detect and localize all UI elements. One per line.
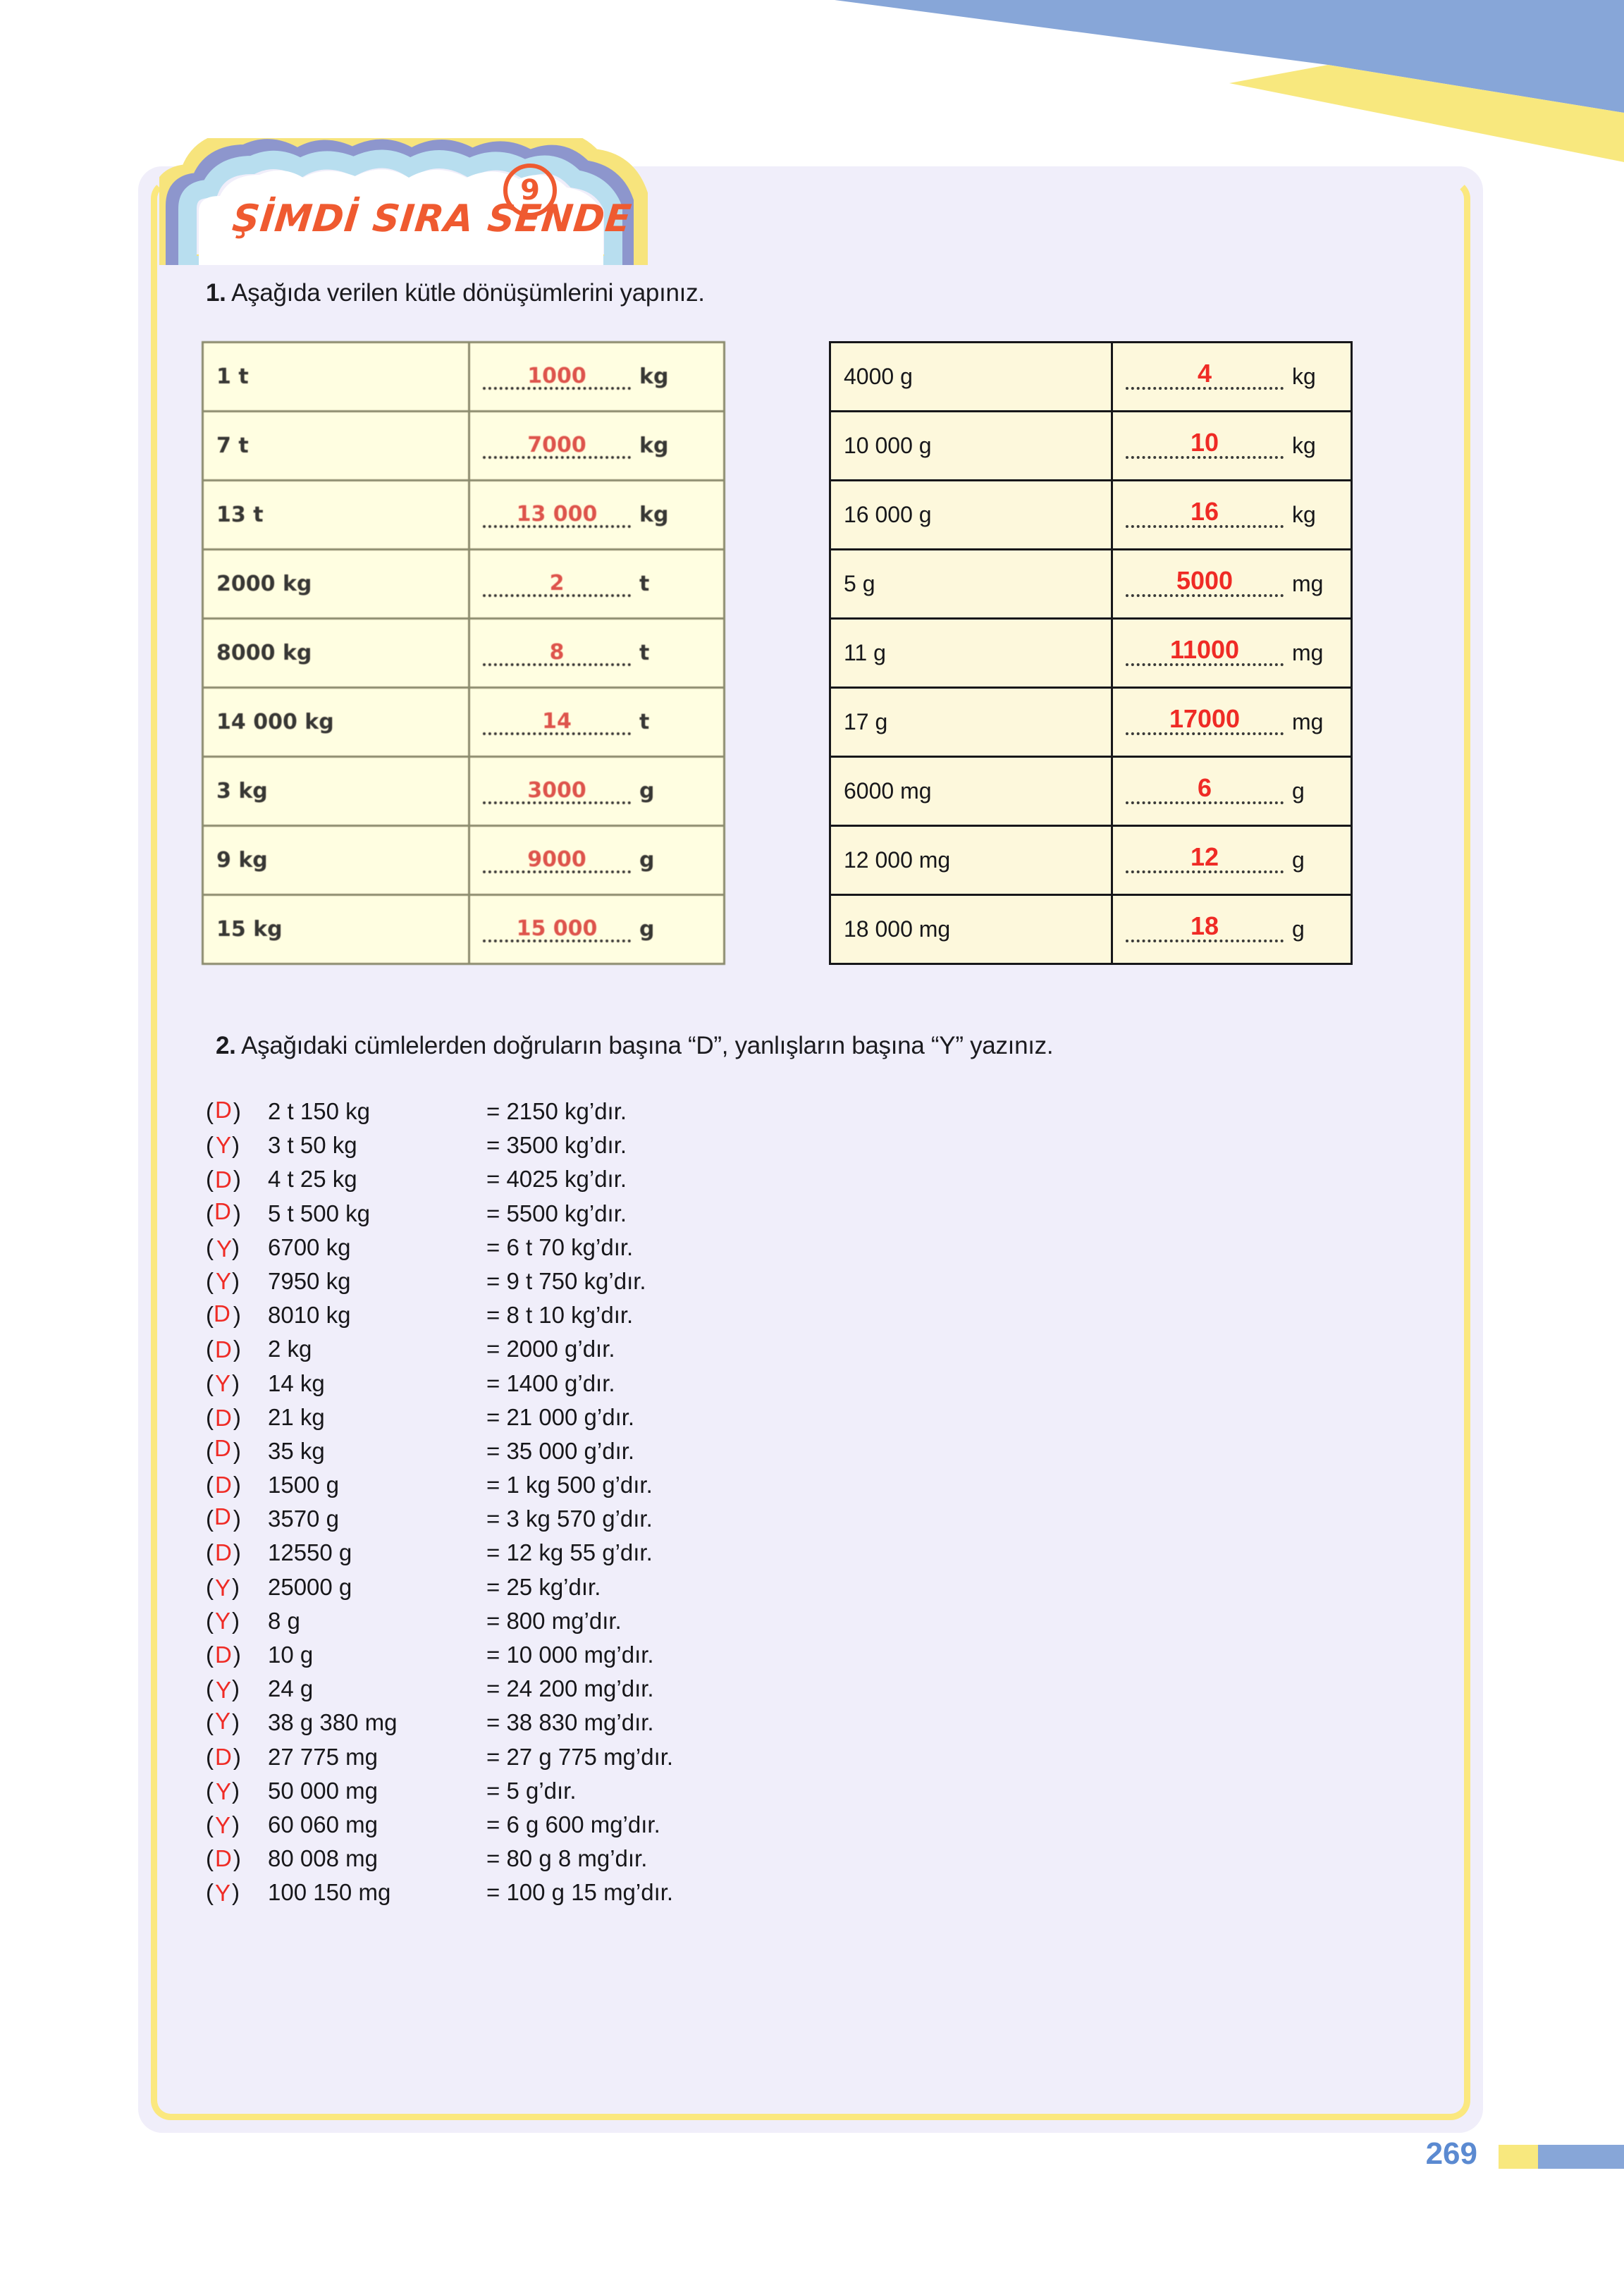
statement-answer-mark[interactable] [206,1744,268,1771]
paren-open: ( [206,1709,214,1736]
statement-answer-mark[interactable] [206,1879,268,1906]
statement-right-value: = 2150 kg’dır. [486,1098,627,1124]
footer-swatch-yellow [1499,2145,1538,2169]
mark-letter: D [214,1198,231,1224]
answer-blank[interactable] [1126,425,1284,467]
statement-row [206,1234,673,1268]
statement-row [206,1166,673,1200]
conversion-table-left [202,341,725,965]
unit-label: kg [639,364,669,389]
unit-label: kg [639,433,669,458]
conversion-answer-cell [469,481,725,550]
statement-left-value: 4 t 25 kg [268,1166,357,1193]
conversion-source: 13 t [203,481,469,550]
footer-swatch-blue [1538,2145,1624,2169]
statement-left-value: 3570 g [268,1506,339,1532]
statement-right-value: = 24 200 mg’dır. [486,1675,654,1702]
table-row [203,412,725,481]
answer-blank[interactable] [483,909,631,951]
unit-label: mg [1292,571,1324,596]
statement-right-value: = 9 t 750 kg’dır. [486,1267,646,1294]
statement-left-value: 2 t 150 kg [268,1098,370,1124]
conversion-table-right [829,341,1353,965]
conversion-source: 15 kg [203,895,469,964]
answer-blank[interactable] [1126,494,1284,536]
statement-right-value: = 1400 g’dır. [486,1369,615,1396]
mark-letter: D [215,1336,232,1363]
answer-value: 8 [549,639,565,665]
paren-open: ( [206,1233,214,1260]
paren-open: ( [206,1845,214,1872]
mark-letter: D [215,1845,232,1872]
paren-open: ( [206,1200,214,1226]
table-row [830,688,1352,757]
mark-letter: Y [216,1677,232,1704]
conversion-answer-cell [469,895,725,964]
statement-row [206,1608,673,1642]
conversion-answer-cell [469,343,725,412]
mark-letter: Y [216,1132,232,1159]
conversion-answer-cell [469,619,725,688]
statement-answer-mark[interactable] [206,1642,268,1668]
conversion-source: 11 g [830,619,1112,688]
paren-close: ) [233,1336,241,1362]
mark-letter: D [215,1166,232,1193]
table-row [203,619,725,688]
paren-open: ( [206,1098,214,1124]
answer-value: 5000 [1176,565,1234,595]
question-2-heading [216,1032,1053,1060]
unit-label: kg [1292,364,1316,389]
paren-close: ) [233,1200,241,1226]
paren-close: ) [232,1709,240,1736]
paren-close: ) [233,1403,241,1430]
statement-answer-mark[interactable] [206,1234,268,1261]
statement-right-value: = 6 g 600 mg’dır. [486,1811,660,1837]
conversion-source: 4000 g [830,343,1112,412]
paren-close: ) [232,1607,240,1634]
statement-answer-mark[interactable] [206,1503,268,1532]
mark-letter: D [215,1539,232,1566]
conversion-answer-cell [1112,481,1352,550]
statement-left-value: 25000 g [268,1573,352,1600]
mark-letter: Y [215,1607,231,1634]
answer-blank[interactable] [483,425,631,467]
statement-right-value: = 21 000 g’dır. [486,1403,635,1430]
paren-close: ) [232,1573,240,1600]
statement-answer-mark[interactable] [206,1404,268,1431]
statement-answer-mark[interactable] [206,1811,268,1838]
answer-blank[interactable] [483,356,631,398]
table-row [830,343,1352,412]
conversion-answer-cell [469,412,725,481]
mark-letter: D [215,1743,232,1770]
statement-left-value: 12550 g [268,1539,352,1566]
statement-left-value: 6700 kg [268,1233,351,1260]
answer-value: 7000 [527,432,586,457]
conversion-source: 7 t [203,412,469,481]
paren-close: ) [233,1098,241,1124]
mark-letter: Y [216,1267,232,1294]
statement-row [206,1675,673,1709]
answer-value: 10 [1190,427,1219,457]
answer-blank[interactable] [1126,770,1284,813]
unit-label: mg [1292,640,1324,665]
paren-close: ) [233,1302,241,1329]
mark-letter: Y [216,1235,233,1262]
paren-close: ) [232,1369,240,1396]
conversion-source: 9 kg [203,826,469,895]
statement-row [206,1539,673,1573]
paren-open: ( [206,1642,214,1668]
statement-right-value: = 1 kg 500 g’dır. [486,1472,653,1498]
answer-value: 12 [1190,842,1219,871]
conversion-source: 18 000 mg [830,895,1112,964]
question-1-number: 1. [206,279,226,307]
answer-blank[interactable] [1126,632,1284,675]
conversion-answer-cell [1112,619,1352,688]
statement-left-value: 50 000 mg [268,1777,378,1804]
conversion-answer-cell [469,688,725,757]
question-1-heading [206,279,705,307]
statement-list [206,1098,673,1914]
answer-blank[interactable] [483,701,631,744]
conversion-source: 12 000 mg [830,826,1112,895]
mark-letter: Y [215,1708,231,1735]
statement-left-value: 35 kg [268,1437,325,1464]
statement-right-value: = 100 g 15 mg’dır. [486,1879,674,1906]
statement-answer-mark[interactable] [206,1574,268,1601]
unit-label: g [1292,847,1305,873]
table-row [203,343,725,412]
table-row [830,550,1352,619]
statement-row [206,1336,673,1369]
statement-left-value: 8010 kg [268,1302,351,1329]
mark-letter: D [215,1097,232,1123]
conversion-answer-cell [469,757,725,826]
statement-right-value: = 35 000 g’dır. [486,1437,635,1464]
statement-row [206,1472,673,1506]
mark-letter: D [214,1434,231,1461]
statement-right-value: = 5500 kg’dır. [486,1200,627,1226]
statement-left-value: 3 t 50 kg [268,1132,357,1159]
conversion-answer-cell [469,826,725,895]
statement-left-value: 38 g 380 mg [268,1709,398,1736]
paren-close: ) [232,1132,240,1159]
statement-row [206,1709,673,1743]
answer-blank[interactable] [1126,909,1284,951]
conversion-source: 3 kg [203,757,469,826]
statement-row [206,1370,673,1404]
statement-left-value: 60 060 mg [268,1811,378,1837]
table-row [830,481,1352,550]
paren-close: ) [232,1233,240,1260]
paren-open: ( [206,1437,214,1464]
answer-value: 11000 [1169,634,1240,664]
answer-value: 4 [1197,358,1212,388]
paren-open: ( [206,1132,214,1159]
answer-blank[interactable] [483,494,631,536]
statement-left-value: 8 g [268,1607,300,1634]
conversion-source: 10 000 g [830,412,1112,481]
table-row [830,826,1352,895]
statement-row [206,1811,673,1845]
statement-right-value: = 3 kg 570 g’dır. [486,1506,653,1532]
statement-answer-mark[interactable] [206,1608,268,1635]
paren-close: ) [233,1539,241,1566]
answer-value: 9000 [527,847,586,872]
mark-letter: Y [215,1811,231,1838]
statement-row [206,1268,673,1302]
answer-blank[interactable] [1126,701,1284,744]
paren-open: ( [206,1506,214,1532]
paren-open: ( [206,1573,214,1600]
conversion-source: 2000 kg [203,550,469,619]
table-row [203,688,725,757]
paren-close: ) [233,1166,241,1193]
paren-open: ( [206,1539,214,1566]
statement-answer-mark[interactable] [206,1302,268,1329]
mark-letter: D [214,1300,230,1327]
statement-right-value: = 25 kg’dır. [486,1573,601,1600]
question-2-number: 2. [216,1032,236,1059]
unit-label: g [1292,916,1305,942]
table-row [203,895,725,964]
statement-row [206,1744,673,1778]
mark-letter: Y [215,1369,231,1396]
conversion-answer-cell [1112,343,1352,412]
statement-row [206,1845,673,1879]
statement-answer-mark[interactable] [206,1472,268,1498]
paren-open: ( [206,1472,214,1498]
statement-answer-mark[interactable] [206,1434,268,1465]
statement-right-value: = 800 mg’dır. [486,1607,622,1634]
paren-close: ) [232,1811,240,1837]
unit-label: kg [639,503,669,527]
unit-label: g [639,917,655,942]
conversion-answer-cell [1112,412,1352,481]
statement-left-value: 24 g [268,1675,314,1702]
statement-right-value: = 2000 g’dır. [486,1336,615,1362]
answer-blank[interactable] [483,563,631,605]
conversion-source: 17 g [830,688,1112,757]
paren-open: ( [206,1811,214,1837]
conversion-source: 8000 kg [203,619,469,688]
paren-open: ( [206,1166,214,1193]
statement-right-value: = 4025 kg’dır. [486,1166,627,1193]
statement-left-value: 2 kg [268,1336,312,1362]
paren-open: ( [206,1879,214,1906]
statement-left-value: 7950 kg [268,1267,351,1294]
statement-left-value: 1500 g [268,1472,339,1498]
paren-close: ) [233,1506,241,1532]
statement-left-value: 27 775 mg [268,1743,378,1770]
conversion-source: 16 000 g [830,481,1112,550]
statement-right-value: = 3500 kg’dır. [486,1132,627,1159]
question-1-text: Aşağıda verilen kütle dönüşümlerini yapınız. [231,279,705,307]
unit-label: kg [1292,502,1316,527]
table-row [203,550,725,619]
statement-answer-mark[interactable] [206,1675,268,1702]
mark-letter: D [215,1472,232,1498]
paren-close: ) [233,1437,241,1464]
paren-open: ( [206,1607,214,1634]
statement-right-value: = 80 g 8 mg’dır. [486,1845,648,1872]
statement-left-value: 21 kg [268,1403,325,1430]
mark-letter: Y [216,1778,232,1804]
statement-row [206,1200,673,1234]
table-row [203,826,725,895]
table-row [203,481,725,550]
statement-answer-mark[interactable] [206,1336,268,1362]
paren-close: ) [233,1845,241,1872]
paren-close: ) [233,1642,241,1668]
answer-value: 13 000 [516,501,598,527]
table-row [830,412,1352,481]
conversion-answer-cell [1112,688,1352,757]
statement-right-value: = 12 kg 55 g’dır. [486,1539,653,1566]
paren-close: ) [233,1743,241,1770]
statement-row [206,1302,673,1336]
statement-answer-mark[interactable] [206,1709,268,1736]
conversion-answer-cell [1112,895,1352,964]
paren-close: ) [232,1777,240,1804]
answer-value: 18 [1190,911,1219,940]
paren-open: ( [206,1369,214,1396]
answer-value: 1000 [527,363,586,388]
unit-label: g [639,779,655,804]
statement-left-value: 14 kg [268,1369,325,1396]
paren-open: ( [206,1777,214,1804]
banner-title: ŞİMDİ SIRA SENDE [230,197,634,240]
statement-row [206,1642,673,1675]
table-row [830,895,1352,964]
statement-right-value: = 38 830 mg’dır. [486,1709,654,1736]
unit-label: t [639,572,650,596]
statement-left-value: 10 g [268,1642,314,1668]
statement-answer-mark[interactable] [206,1166,268,1193]
statement-answer-mark[interactable] [206,1370,268,1397]
conversion-source: 1 t [203,343,469,412]
answer-blank[interactable] [483,770,631,813]
statement-row [206,1098,673,1132]
mark-letter: D [215,1642,232,1668]
statement-answer-mark[interactable] [206,1539,268,1566]
paren-open: ( [206,1675,214,1702]
answer-value: 15 000 [516,916,598,941]
statement-row [206,1132,673,1166]
mark-letter: D [215,1404,232,1431]
statement-left-value: 5 t 500 kg [268,1200,370,1226]
paren-close: ) [232,1879,240,1906]
statement-right-value: = 6 t 70 kg’dır. [486,1233,634,1260]
table-row [830,757,1352,826]
conversion-source: 5 g [830,550,1112,619]
statement-row [206,1778,673,1811]
conversion-answer-cell [1112,757,1352,826]
paren-open: ( [206,1336,214,1362]
answer-blank[interactable] [1126,356,1284,398]
answer-blank[interactable] [483,839,631,882]
unit-label: g [1292,778,1305,804]
answer-blank[interactable] [1126,839,1284,882]
corner-decoration [835,0,1624,162]
statement-answer-mark[interactable] [206,1132,268,1159]
answer-value: 6 [1197,772,1212,802]
statement-row [206,1434,673,1472]
answer-value: 3000 [527,777,586,803]
conversion-answer-cell [1112,826,1352,895]
answer-blank[interactable] [483,632,631,675]
answer-value: 2 [549,570,565,596]
statement-right-value: = 10 000 mg’dır. [486,1642,654,1668]
mark-letter: D [214,1503,231,1530]
answer-blank[interactable] [1126,563,1284,605]
answer-value: 16 [1190,496,1219,526]
page-number: 269 [1425,2136,1477,2171]
unit-label: mg [1292,709,1324,734]
answer-value: 14 [542,708,572,734]
paren-close: ) [232,1267,240,1294]
statement-answer-mark[interactable] [206,1845,268,1872]
paren-open: ( [206,1302,214,1329]
unit-label: t [639,710,650,734]
unit-label: t [639,641,650,665]
page-content [138,166,1483,2133]
banner-badge-number: 9 [503,164,557,217]
paren-close: ) [233,1472,241,1498]
conversion-source: 14 000 kg [203,688,469,757]
question-2-text: Aşağıdaki cümlelerden doğruların başına “D”, yanlışların başına “Y” yazınız. [241,1032,1054,1059]
statement-left-value: 100 150 mg [268,1879,391,1906]
statement-left-value: 80 008 mg [268,1845,378,1872]
statement-answer-mark[interactable] [206,1098,268,1125]
statement-answer-mark[interactable] [206,1268,268,1295]
statement-row [206,1503,673,1539]
paren-open: ( [206,1403,214,1430]
statement-row [206,1404,673,1438]
conversion-source: 6000 mg [830,757,1112,826]
statement-right-value: = 27 g 775 mg’dır. [486,1743,674,1770]
unit-label: g [639,848,655,873]
paren-open: ( [206,1743,214,1770]
statement-answer-mark[interactable] [206,1200,268,1227]
statement-row [206,1574,673,1608]
statement-right-value: = 8 t 10 kg’dır. [486,1302,634,1329]
statement-row [206,1879,673,1913]
table-row [203,757,725,826]
unit-label: kg [1292,433,1316,458]
paren-close: ) [232,1675,240,1702]
mark-letter: Y [215,1880,231,1907]
mark-letter: Y [215,1574,231,1601]
conversion-answer-cell [469,550,725,619]
statement-answer-mark[interactable] [206,1778,268,1804]
conversion-answer-cell [1112,550,1352,619]
answer-value: 17000 [1169,703,1241,733]
table-row [830,619,1352,688]
paren-open: ( [206,1267,214,1294]
statement-right-value: = 5 g’dır. [486,1777,577,1804]
